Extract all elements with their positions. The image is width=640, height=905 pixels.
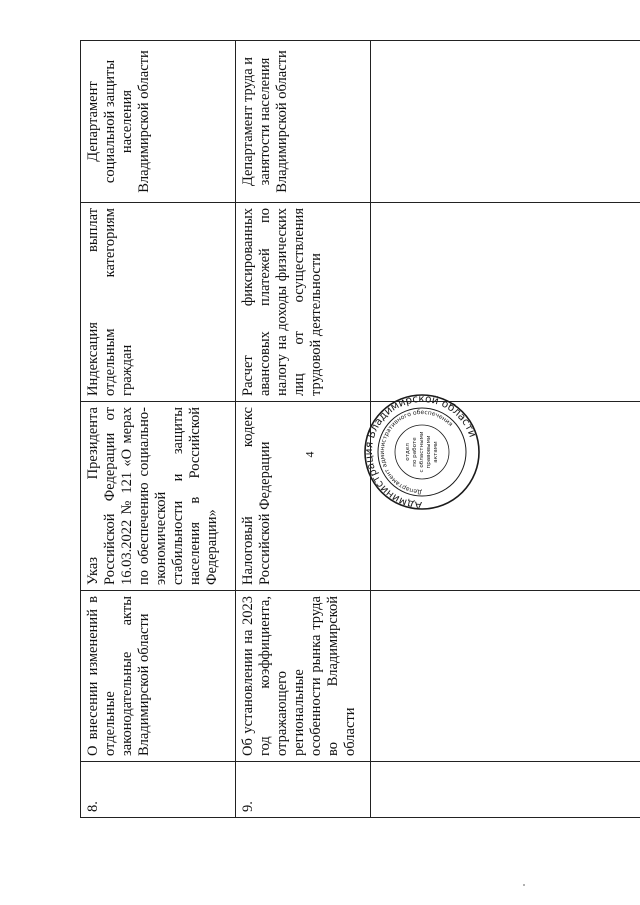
stamp-center-text — [405, 431, 439, 472]
legal-basis-cell: Указ Президента Российской Федерации от 16.03.2022 № 121 «О мерах по обеспечению социально-экономической стабильности и защиты населения в Российской Федерации» — [81, 402, 236, 591]
document-title-cell: О внесении изменений в отдельные законодательные акты Владимирской области — [81, 591, 236, 762]
document-title-cell: Об установлении на 2023 год коэффициента, отражающего региональные особенности рынка труда во Владимирской области — [236, 591, 371, 762]
row-number-cell: 9. — [236, 762, 371, 818]
stamp-line: актами — [433, 441, 439, 463]
stamp-line: отдел — [405, 443, 411, 461]
responsible-cell: Департамент труда и занятости населения Владимирской области — [236, 41, 371, 203]
content-cell: Расчет фиксированных авансовых платежей по налогу на доходы физических лиц от осуществления трудовой деятельности — [236, 203, 371, 402]
scan-speck — [523, 884, 525, 886]
table-row — [81, 41, 236, 818]
rotated-table-container — [80, 40, 640, 818]
page-number: 4 — [302, 451, 317, 458]
table-row — [236, 41, 371, 818]
stamp-inner-textpath: Департамент административного обеспечения — [378, 408, 454, 496]
stamp-line: с областными — [419, 431, 425, 473]
official-stamp — [362, 392, 482, 512]
legal-basis-cell: Налоговый кодекс Российской Федерации — [236, 402, 371, 591]
responsible-cell: Департамент социальной защиты населения Владимирской области — [81, 41, 236, 203]
stamp-line: по работе — [412, 437, 418, 467]
stamp-outer-textpath: Администрация Владимирской области — [362, 392, 479, 512]
stamp-line: правовыми — [426, 435, 432, 469]
content-cell: Индексация выплат отдельным категориям граждан — [81, 203, 236, 402]
document-table-wrapper — [80, 40, 640, 818]
document-table — [80, 40, 640, 818]
row-number-cell: 8. — [81, 762, 236, 818]
